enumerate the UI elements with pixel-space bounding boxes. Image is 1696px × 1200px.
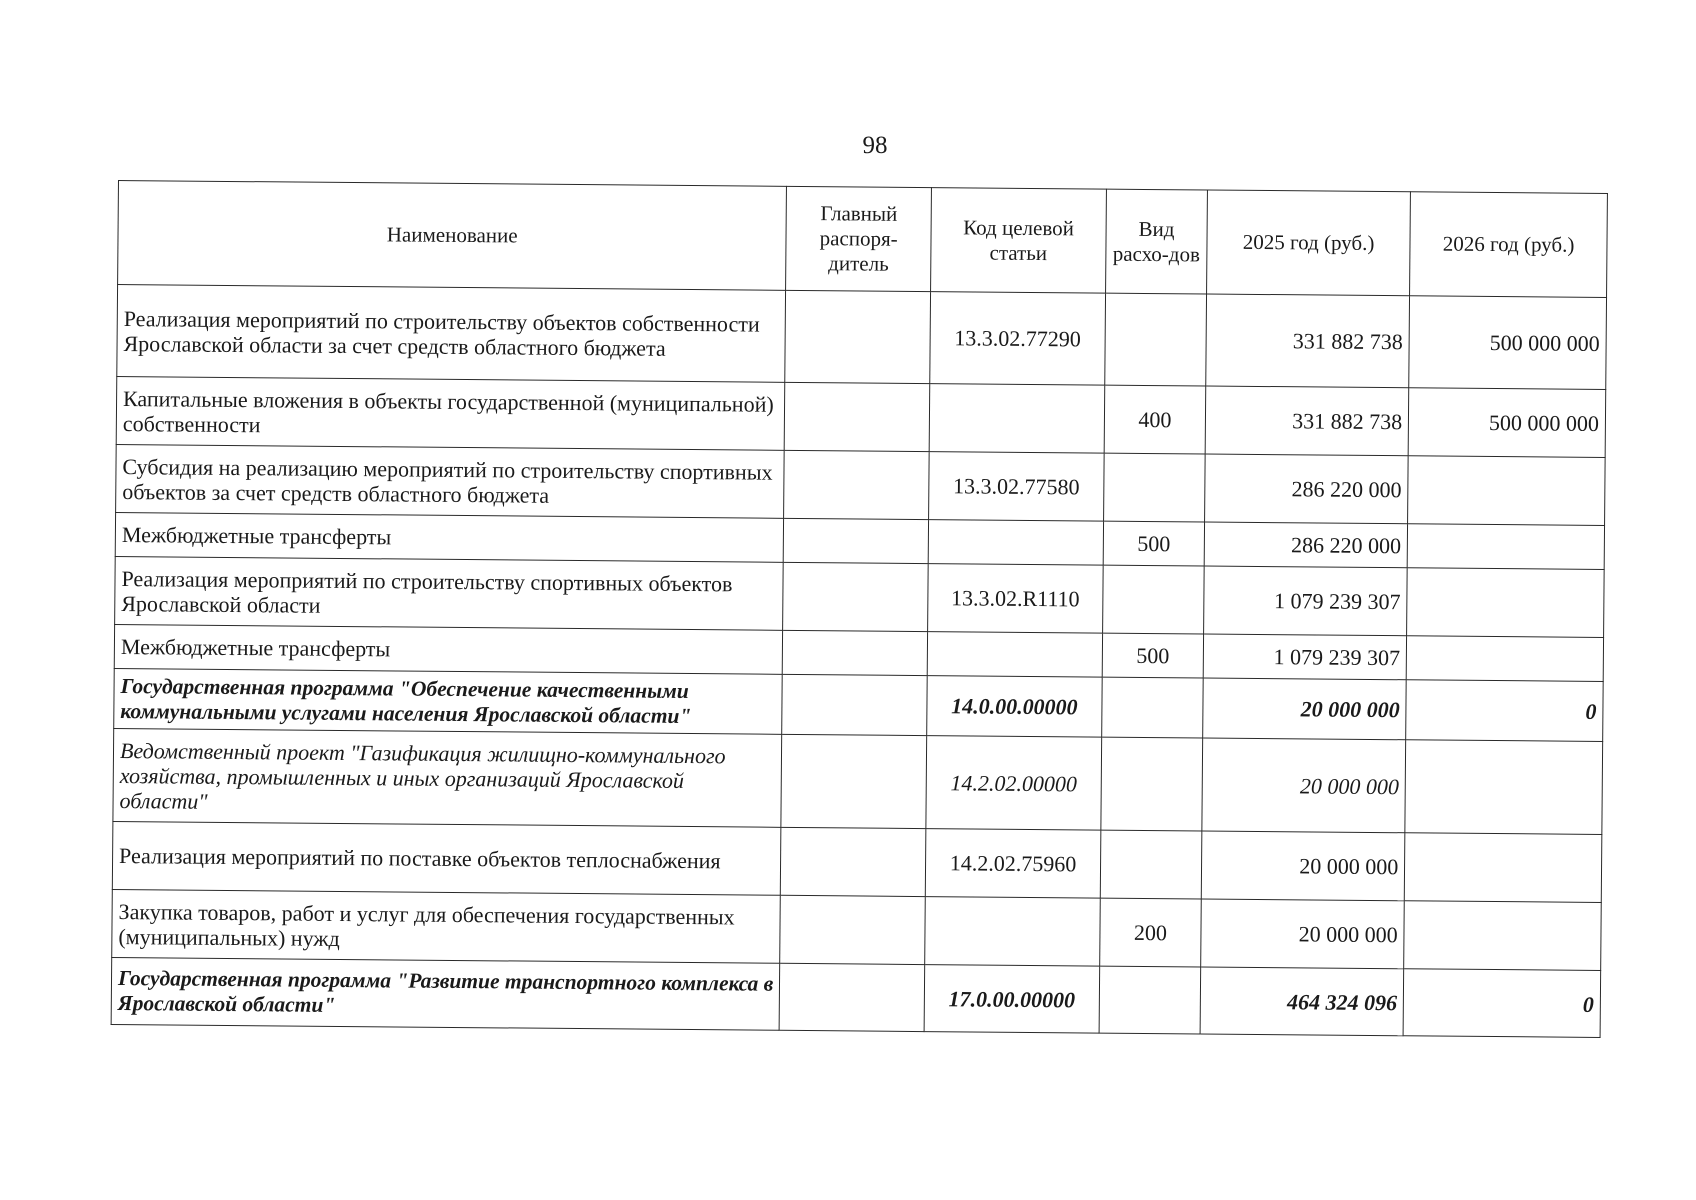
row-expense-type (1105, 293, 1207, 386)
budget-table (111, 180, 1608, 1038)
row-name: Реализация мероприятий по строительству объектов собственности Ярославской области за счет средств областного бюджета (117, 285, 786, 383)
row-name: Государственная программа "Развитие транспортного комплекса в Ярославской области" (111, 957, 780, 1030)
header-name: Наименование (118, 181, 787, 291)
row-expense-type: 500 (1103, 521, 1204, 566)
table-row-project (113, 728, 1603, 834)
row-expense-type (1101, 737, 1203, 831)
page-number: 98 (862, 132, 888, 159)
row-code: 17.0.00.00000 (924, 965, 1100, 1034)
row-name: Межбюджетные трансферты (114, 624, 783, 674)
row-2025: 331 882 738 (1206, 294, 1410, 388)
row-2026: 0 (1403, 969, 1600, 1038)
row-2026: 0 (1406, 680, 1603, 742)
row-2025: 20 000 000 (1202, 738, 1406, 833)
row-code: 14.2.02.75960 (925, 829, 1101, 899)
row-name: Реализация мероприятий по поставке объектов теплоснабжения (112, 821, 781, 895)
row-code: 13.3.02.77580 (929, 452, 1105, 522)
row-expense-type (1099, 966, 1201, 1034)
row-2026 (1408, 456, 1605, 526)
table-row (116, 444, 1606, 525)
row-expense-type (1102, 677, 1204, 738)
row-2026 (1407, 568, 1604, 638)
row-manager (780, 963, 925, 1031)
row-2025: 286 220 000 (1204, 522, 1408, 568)
header-2025: 2025 год (руб.) (1207, 190, 1411, 296)
row-code: 14.2.02.00000 (926, 736, 1102, 831)
row-2026 (1406, 636, 1603, 682)
row-2026 (1405, 740, 1603, 835)
header-expense-type: Вид расхо-дов (1105, 189, 1207, 294)
row-code (929, 384, 1105, 454)
header-manager: Главный распоря-дитель (786, 186, 931, 291)
row-manager (784, 450, 929, 519)
row-expense-type: 400 (1104, 385, 1206, 454)
row-expense-type (1103, 565, 1205, 634)
row-code (927, 632, 1102, 678)
document-sheet (111, 180, 1608, 1038)
row-2025: 20 000 000 (1203, 678, 1407, 740)
row-name: Государственная программа "Обеспечение качественными коммунальными услугами населения Ярославской области" (114, 668, 783, 734)
row-name: Ведомственный проект "Газификация жилищно-коммунального хозяйства, промышленных и иных организаций Ярославской области" (113, 728, 782, 827)
row-2026 (1404, 833, 1601, 903)
table-row (116, 376, 1606, 457)
row-expense-type (1100, 830, 1202, 899)
row-manager (783, 630, 928, 675)
row-manager (781, 734, 926, 828)
table-header-row (118, 181, 1608, 298)
row-manager (783, 562, 928, 631)
row-2026 (1404, 901, 1601, 971)
row-manager (780, 895, 925, 964)
row-2025: 1 079 239 307 (1204, 566, 1408, 636)
row-2026: 500 000 000 (1408, 388, 1605, 458)
row-2025: 464 324 096 (1200, 967, 1404, 1036)
row-manager (781, 827, 926, 896)
row-2026 (1407, 524, 1604, 570)
row-name: Закупка товаров, работ и услуг для обеспечения государственных (муниципальных) нужд (112, 889, 781, 963)
row-name: Реализация мероприятий по строительству спортивных объектов Ярославской области (115, 556, 784, 630)
row-expense-type (1103, 453, 1205, 522)
row-manager (785, 290, 930, 383)
row-code (928, 520, 1103, 566)
row-2025: 20 000 000 (1201, 899, 1405, 969)
table-row (112, 821, 1602, 902)
row-name: Межбюджетные трансферты (115, 512, 784, 562)
table-row-program (111, 957, 1601, 1037)
row-code: 13.3.02.77290 (930, 292, 1106, 386)
row-2026: 500 000 000 (1409, 296, 1607, 390)
table-row (112, 889, 1602, 970)
row-code: 13.3.02.R1110 (928, 564, 1104, 634)
row-code (925, 897, 1101, 967)
row-manager (785, 382, 930, 451)
header-2026: 2026 год (руб.) (1410, 192, 1608, 298)
row-manager (782, 674, 927, 735)
row-manager (784, 518, 929, 563)
row-2025: 286 220 000 (1205, 454, 1409, 524)
row-2025: 1 079 239 307 (1203, 634, 1407, 680)
row-2025: 20 000 000 (1201, 831, 1405, 901)
row-expense-type: 500 (1102, 633, 1203, 678)
row-name: Субсидия на реализацию мероприятий по строительству спортивных объектов за счет средств областного бюджета (116, 444, 785, 518)
header-code: Код целевой статьи (931, 188, 1107, 294)
table-row (117, 285, 1607, 390)
row-2025: 331 882 738 (1205, 386, 1409, 456)
row-name: Капитальные вложения в объекты государственной (муниципальной) собственности (116, 376, 785, 450)
row-expense-type: 200 (1100, 898, 1202, 967)
table-row (115, 556, 1605, 637)
row-code: 14.0.00.00000 (927, 676, 1103, 738)
